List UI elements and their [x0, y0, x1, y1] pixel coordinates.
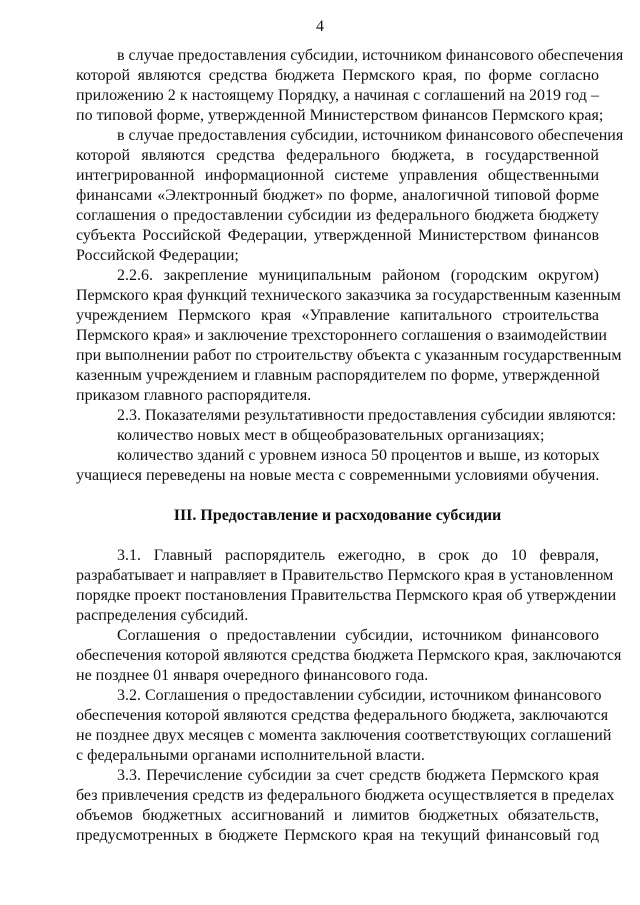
document-body	[76, 46, 624, 846]
section-heading: III. Предоставление и расходование субсидии	[173, 507, 502, 524]
text-line: которой являются средства федерального бюджета, в государственной	[76, 147, 599, 164]
page-number: 4	[316, 18, 324, 35]
text-line: объемов бюджетных ассигнований и лимитов бюджетных обязательств,	[76, 807, 599, 824]
text-line: порядке проект постановления Правительства Пермского края об утверждении	[76, 587, 617, 604]
text-line: разрабатывает и направляет в Правительство Пермского края в установленном	[76, 567, 614, 584]
text-line: обеспечения которой являются средства федерального бюджета, заключаются	[76, 707, 609, 724]
blank-line	[76, 526, 599, 546]
text-line: соглашения о предоставлении субсидии из федерального бюджета бюджету	[76, 207, 599, 224]
text-line: Пермского края» и заключение трехстороннего соглашения о взаимодействии	[76, 327, 607, 344]
text-line: количество новых мест в общеобразовательных организациях;	[117, 427, 545, 444]
text-line: приказом главного распорядителя.	[76, 387, 312, 404]
blank-line	[76, 486, 599, 506]
text-line: без привлечения средств из федерального бюджета осуществляется в пределах	[76, 787, 615, 804]
text-line: предусмотренных в бюджете Пермского края на текущий финансовый год	[76, 827, 599, 844]
text-line: не позднее двух месяцев с момента заключения соответствующих соглашений	[76, 727, 612, 744]
text-line: Соглашения о предоставлении субсидии, источником финансового	[117, 627, 599, 644]
text-line: 3.2. Соглашения о предоставлении субсидии, источником финансового	[117, 687, 602, 704]
text-line: обеспечения которой являются средства бюджета Пермского края, заключаются	[76, 647, 622, 664]
text-line: 3.1. Главный распорядитель ежегодно, в срок до 10 февраля,	[117, 547, 599, 564]
text-line: Российской Федерации;	[76, 247, 239, 264]
text-line: интегрированной информационной системе управления общественными	[76, 167, 599, 184]
text-line: в случае предоставления субсидии, источником финансового обеспечения	[117, 127, 624, 144]
text-line: распределения субсидий.	[76, 607, 249, 624]
text-line: не позднее 01 января очередного финансового года.	[76, 667, 429, 684]
text-line: 2.2.6. закрепление муниципальным районом (городским округом)	[117, 267, 599, 284]
text-line: при выполнении работ по строительству объекта с указанным государственным	[76, 347, 622, 364]
text-line: 3.3. Перечисление субсидии за счет средств бюджета Пермского края	[117, 767, 599, 784]
text-line: с федеральными органами исполнительной власти.	[76, 747, 425, 764]
text-line: по типовой форме, утвержденной Министерством финансов Пермского края;	[76, 107, 604, 124]
text-line: Пермского края функций технического заказчика за государственным казенным	[76, 287, 621, 304]
text-line: учащиеся переведены на новые места с современными условиями обучения.	[76, 467, 600, 484]
text-line: финансами «Электронный бюджет» по форме, аналогичной типовой форме	[76, 187, 599, 204]
text-line: казенным учреждением и главным распорядителем по форме, утвержденной	[76, 367, 600, 384]
text-line: которой являются средства бюджета Пермского края, по форме согласно	[76, 67, 599, 84]
text-line: субъекта Российской Федерации, утвержденной Министерством финансов	[76, 227, 599, 244]
text-line: количество зданий с уровнем износа 50 процентов и выше, из которых	[117, 447, 600, 464]
text-line: в случае предоставления субсидии, источником финансового обеспечения	[117, 47, 624, 64]
text-line: учреждением Пермского края «Управление капитального строительства	[76, 307, 599, 324]
text-line: приложению 2 к настоящему Порядку, а начиная с соглашений на 2019 год –	[76, 87, 599, 104]
text-line: 2.3. Показателями результативности предоставления субсидии являются:	[117, 407, 617, 424]
